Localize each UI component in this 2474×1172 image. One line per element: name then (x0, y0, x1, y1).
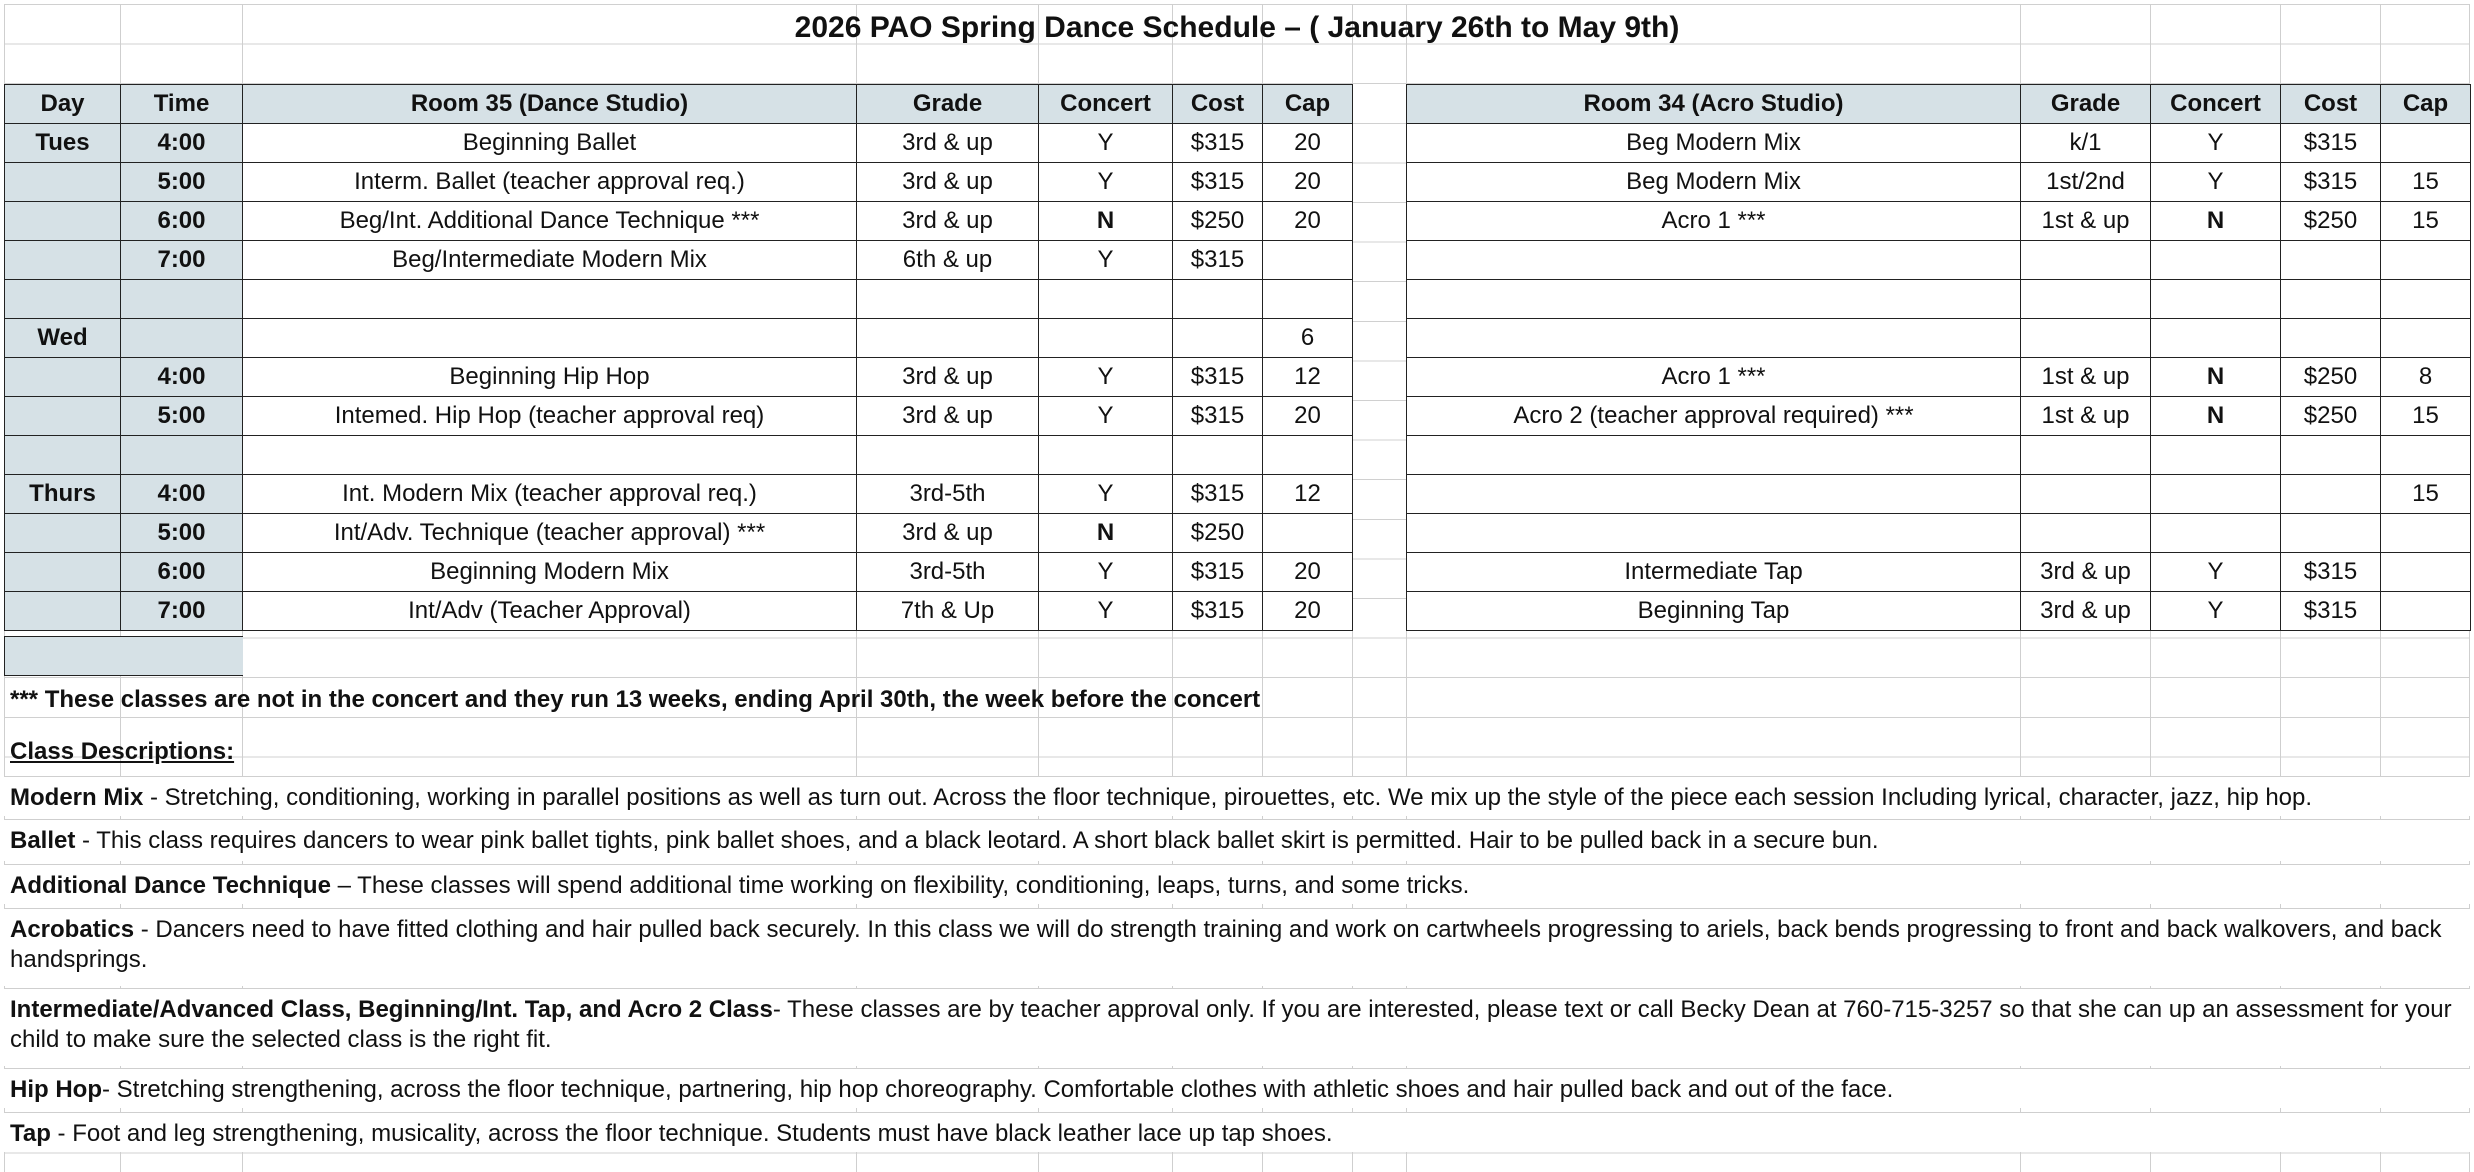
concert-cell: N (1039, 202, 1173, 241)
table-row (1407, 514, 2471, 553)
cost-cell (2281, 475, 2381, 514)
concert-cell: Y (1039, 397, 1173, 436)
day-cell (5, 436, 121, 475)
class-cell: Beginning Ballet (243, 124, 857, 163)
table-row (1407, 592, 2471, 631)
class-cell (1407, 280, 2021, 319)
table-row (5, 436, 1353, 475)
cap-cell (2381, 241, 2471, 280)
page-title: 2026 PAO Spring Dance Schedule – ( January 26th to May 9th) (794, 11, 1680, 44)
day-cell (5, 358, 121, 397)
table-row (5, 319, 1353, 358)
table-row (5, 475, 1353, 514)
cap-cell (2381, 514, 2471, 553)
class-cell: Beg Modern Mix (1407, 124, 2021, 163)
concert-cell (1039, 280, 1173, 319)
concert-cell (1039, 319, 1173, 358)
day-cell (5, 592, 121, 631)
class-cell: Intermediate Tap (1407, 553, 2021, 592)
description-item (4, 988, 2470, 1066)
concert-cell: N (2151, 397, 2281, 436)
cost-cell: $315 (1173, 241, 1263, 280)
description-term: Tap (10, 1120, 51, 1147)
cap-cell (1263, 514, 1353, 553)
description-item (4, 1112, 2470, 1152)
time-cell: 6:00 (121, 553, 243, 592)
cost-cell: $315 (2281, 592, 2381, 631)
description-text: - Foot and leg strengthening, musicality, across the floor technique. Students must have black leather lace up tap shoes. (50, 1120, 1333, 1147)
description-text: - Dancers need to have fitted clothing and hair pulled back securely. In this class we will do strength training and work on cartwheels progressing to ariels, back bends progressing to front and back walkovers, and back handsprings. (10, 916, 2442, 973)
class-cell: Beg/Intermediate Modern Mix (243, 241, 857, 280)
table-row (1407, 436, 2471, 475)
cost-cell (1173, 436, 1263, 475)
cap-cell: 15 (2381, 475, 2471, 514)
day-cell (5, 163, 121, 202)
column-header-cost: Cost (2281, 85, 2381, 124)
header-row (5, 85, 1353, 124)
concert-cell: Y (1039, 592, 1173, 631)
class-cell (243, 280, 857, 319)
column-header-room-35: Room 35 (Dance Studio) (243, 85, 857, 124)
concert-cell (1039, 436, 1173, 475)
cost-cell: $315 (1173, 475, 1263, 514)
table-row (1407, 124, 2471, 163)
concert-cell: Y (2151, 553, 2281, 592)
class-cell: Beginning Tap (1407, 592, 2021, 631)
cost-cell (2281, 514, 2381, 553)
header-row (1407, 85, 2471, 124)
cap-cell: 20 (1263, 202, 1353, 241)
time-cell: 5:00 (121, 163, 243, 202)
description-term: Additional Dance Technique (10, 872, 331, 899)
table-row (1407, 553, 2471, 592)
day-cell (5, 241, 121, 280)
table-row (5, 553, 1353, 592)
room-34-schedule-table (1406, 84, 2471, 631)
time-cell: 5:00 (121, 514, 243, 553)
cost-cell: $315 (1173, 358, 1263, 397)
class-cell: Intemed. Hip Hop (teacher approval req) (243, 397, 857, 436)
column-header-cost: Cost (1173, 85, 1263, 124)
description-term: Hip Hop (10, 1076, 102, 1103)
time-cell: 7:00 (121, 592, 243, 631)
class-cell: Int/Adv (Teacher Approval) (243, 592, 857, 631)
concert-cell: N (2151, 202, 2281, 241)
grade-cell: 3rd & up (857, 358, 1039, 397)
cost-cell: $315 (2281, 124, 2381, 163)
class-cell (1407, 514, 2021, 553)
grade-cell (857, 436, 1039, 475)
table-row (1407, 319, 2471, 358)
grade-cell (2021, 475, 2151, 514)
table-row (1407, 280, 2471, 319)
grade-cell (2021, 280, 2151, 319)
grade-cell: k/1 (2021, 124, 2151, 163)
time-cell (121, 436, 243, 475)
description-term: Acrobatics (10, 916, 135, 943)
time-cell: 4:00 (121, 475, 243, 514)
description-text: - Stretching strengthening, across the floor technique, partnering, hip hop choreography. Comfortable clothes with athletic shoes and hair pulled back and out of the face. (101, 1076, 1894, 1103)
table-row (5, 280, 1353, 319)
grade-cell (2021, 319, 2151, 358)
cap-cell (2381, 280, 2471, 319)
cap-cell: 20 (1263, 553, 1353, 592)
class-cell (1407, 241, 2021, 280)
column-header-grade: Grade (2021, 85, 2151, 124)
table-row (5, 124, 1353, 163)
cap-cell (2381, 553, 2471, 592)
class-cell: Acro 2 (teacher approval required) *** (1407, 397, 2021, 436)
cap-cell (1263, 436, 1353, 475)
concert-cell (2151, 475, 2281, 514)
table-row (1407, 475, 2471, 514)
description-item (4, 819, 2470, 861)
cost-cell: $315 (1173, 163, 1263, 202)
cap-cell: 15 (2381, 163, 2471, 202)
time-cell: 4:00 (121, 358, 243, 397)
concert-cell: Y (1039, 475, 1173, 514)
description-term: Ballet (10, 827, 76, 854)
grade-cell: 3rd & up (857, 397, 1039, 436)
day-cell: Wed (5, 319, 121, 358)
concert-cell: Y (1039, 124, 1173, 163)
concert-cell: Y (1039, 553, 1173, 592)
grade-cell: 3rd & up (857, 202, 1039, 241)
description-text: - These classes are by teacher approval only. If you are interested, please text or call Becky Dean at 760-715-3257 so that she can up an assessment for your child to make sure the selected class is the right fit. (10, 996, 2452, 1053)
grade-cell: 3rd & up (857, 124, 1039, 163)
class-cell: Beg Modern Mix (1407, 163, 2021, 202)
day-cell (5, 553, 121, 592)
grade-cell: 3rd & up (857, 514, 1039, 553)
class-cell (1407, 436, 2021, 475)
class-descriptions-heading: Class Descriptions: (10, 738, 235, 765)
table-row (1407, 397, 2471, 436)
description-item (4, 776, 2470, 816)
time-cell (121, 319, 243, 358)
concert-cell: Y (2151, 124, 2281, 163)
grade-cell: 7th & Up (857, 592, 1039, 631)
concert-cell: Y (1039, 358, 1173, 397)
cap-cell (2381, 124, 2471, 163)
grade-cell (2021, 241, 2151, 280)
cost-cell: $250 (2281, 358, 2381, 397)
description-term: Intermediate/Advanced Class, Beginning/Int. Tap, and Acro 2 Class (10, 996, 773, 1023)
grade-cell: 3rd & up (2021, 553, 2151, 592)
grade-cell: 3rd-5th (857, 475, 1039, 514)
column-header-grade: Grade (857, 85, 1039, 124)
description-item (4, 1068, 2470, 1108)
concert-note: *** These classes are not in the concert and they run 13 weeks, ending April 30th, the week before the concert (10, 686, 1261, 713)
cost-cell: $250 (2281, 397, 2381, 436)
concert-cell (2151, 241, 2281, 280)
room-35-schedule-table (4, 84, 1353, 631)
grade-cell: 1st & up (2021, 202, 2151, 241)
cost-cell: $315 (1173, 592, 1263, 631)
grade-cell: 6th & up (857, 241, 1039, 280)
time-cell (121, 280, 243, 319)
cost-cell: $250 (1173, 202, 1263, 241)
grade-cell (857, 280, 1039, 319)
cap-cell (2381, 592, 2471, 631)
cap-cell: 20 (1263, 163, 1353, 202)
description-text: - This class requires dancers to wear pink ballet tights, pink ballet shoes, and a black leotard. A short black ballet skirt is permitted. Hair to be pulled back in a secure bun. (75, 827, 1879, 854)
table-row (1407, 163, 2471, 202)
description-item (4, 908, 2470, 986)
day-cell (5, 514, 121, 553)
cap-cell: 8 (2381, 358, 2471, 397)
time-cell: 7:00 (121, 241, 243, 280)
column-header-room-34: Room 34 (Acro Studio) (1407, 85, 2021, 124)
grade-cell: 1st & up (2021, 397, 2151, 436)
class-cell (243, 319, 857, 358)
concert-cell: Y (2151, 163, 2281, 202)
concert-cell: Y (1039, 163, 1173, 202)
cap-cell (1263, 280, 1353, 319)
column-header-cap: Cap (2381, 85, 2471, 124)
grade-cell: 3rd & up (857, 163, 1039, 202)
cap-cell: 20 (1263, 124, 1353, 163)
time-cell: 4:00 (121, 124, 243, 163)
grade-cell: 3rd-5th (857, 553, 1039, 592)
table-row (5, 163, 1353, 202)
class-cell: Interm. Ballet (teacher approval req.) (243, 163, 857, 202)
day-cell: Thurs (5, 475, 121, 514)
cap-cell: 20 (1263, 397, 1353, 436)
class-cell (1407, 475, 2021, 514)
table-row (1407, 202, 2471, 241)
cap-cell: 12 (1263, 475, 1353, 514)
cost-cell: $250 (1173, 514, 1263, 553)
concert-cell: N (2151, 358, 2281, 397)
table-row (5, 358, 1353, 397)
column-header-concert: Concert (2151, 85, 2281, 124)
table-row (5, 592, 1353, 631)
cap-cell (2381, 436, 2471, 475)
cost-cell (2281, 319, 2381, 358)
class-cell: Acro 1 *** (1407, 202, 2021, 241)
table-row (5, 514, 1353, 553)
class-cell: Beginning Hip Hop (243, 358, 857, 397)
grade-cell: 3rd & up (2021, 592, 2151, 631)
grade-cell (2021, 514, 2151, 553)
cap-cell (1263, 241, 1353, 280)
description-text: - Stretching, conditioning, working in parallel positions as well as turn out. Across the floor technique, pirouettes, etc. We mix up the style of the piece each session Including lyrical, character, jazz, hip hop. (143, 784, 2313, 811)
day-cell (5, 202, 121, 241)
cost-cell (2281, 280, 2381, 319)
grade-cell (2021, 436, 2151, 475)
cap-cell: 15 (2381, 202, 2471, 241)
shaded-separator-cell (4, 636, 243, 676)
cost-cell: $315 (1173, 397, 1263, 436)
column-header-time: Time (121, 85, 243, 124)
table-row (5, 241, 1353, 280)
concert-cell: Y (2151, 592, 2281, 631)
class-cell: Beg/Int. Additional Dance Technique *** (243, 202, 857, 241)
cap-cell: 15 (2381, 397, 2471, 436)
day-cell: Tues (5, 124, 121, 163)
table-row (1407, 241, 2471, 280)
cap-cell (2381, 319, 2471, 358)
grade-cell (857, 319, 1039, 358)
description-item (4, 864, 2470, 904)
table-row (5, 202, 1353, 241)
concert-cell (2151, 436, 2281, 475)
column-header-cap: Cap (1263, 85, 1353, 124)
column-header-concert: Concert (1039, 85, 1173, 124)
class-cell (1407, 319, 2021, 358)
cost-cell: $315 (2281, 163, 2381, 202)
cost-cell: $315 (1173, 124, 1263, 163)
time-cell: 6:00 (121, 202, 243, 241)
description-term: Modern Mix (10, 784, 144, 811)
day-cell (5, 280, 121, 319)
day-cell (5, 397, 121, 436)
class-cell: Acro 1 *** (1407, 358, 2021, 397)
concert-cell (2151, 514, 2281, 553)
class-cell: Int. Modern Mix (teacher approval req.) (243, 475, 857, 514)
grade-cell: 1st/2nd (2021, 163, 2151, 202)
cost-cell (2281, 436, 2381, 475)
concert-cell: N (1039, 514, 1173, 553)
cap-cell: 20 (1263, 592, 1353, 631)
cost-cell (2281, 241, 2381, 280)
cap-cell: 6 (1263, 319, 1353, 358)
time-cell: 5:00 (121, 397, 243, 436)
cost-cell: $315 (1173, 553, 1263, 592)
cost-cell: $315 (2281, 553, 2381, 592)
grade-cell: 1st & up (2021, 358, 2151, 397)
cost-cell (1173, 280, 1263, 319)
concert-cell: Y (1039, 241, 1173, 280)
cost-cell (1173, 319, 1263, 358)
class-cell: Int/Adv. Technique (teacher approval) *** (243, 514, 857, 553)
class-cell: Beginning Modern Mix (243, 553, 857, 592)
class-cell (243, 436, 857, 475)
cost-cell: $250 (2281, 202, 2381, 241)
concert-cell (2151, 319, 2281, 358)
description-text: – These classes will spend additional time working on flexibility, conditioning, leaps, turns, and some tricks. (330, 872, 1470, 899)
table-row (5, 397, 1353, 436)
column-header-day: Day (5, 85, 121, 124)
table-row (1407, 358, 2471, 397)
concert-cell (2151, 280, 2281, 319)
cap-cell: 12 (1263, 358, 1353, 397)
spreadsheet-sheet (4, 4, 2470, 1172)
